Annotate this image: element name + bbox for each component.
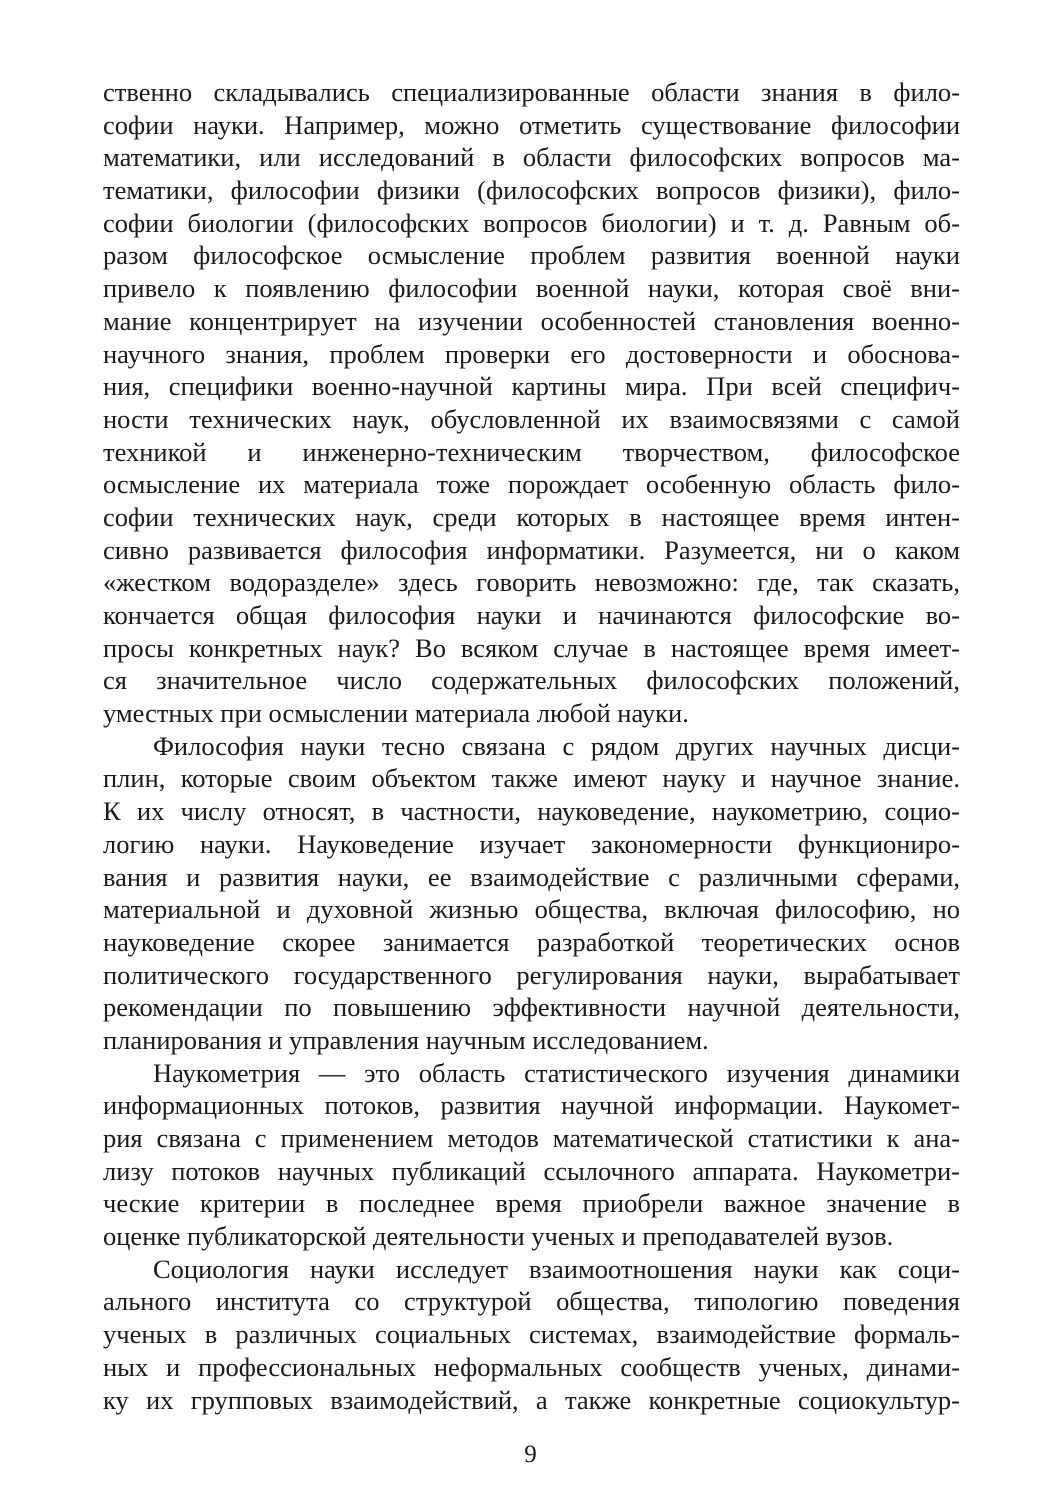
text-line: ности технических наук, обусловленной их взаимосвязями с самой (103, 403, 960, 434)
text-line: сивно развивается философия информатики. Разумеется, ни о каком (103, 534, 960, 565)
text-line: ку их групповых взаимодействий, а также конкретные социокультур- (103, 1384, 960, 1415)
text-line: ческие критерии в последнее время приобрели важное значение в (103, 1188, 960, 1219)
text-line: Социология науки исследует взаимоотношения науки как соци- (153, 1253, 960, 1284)
text-line: Философия науки тесно связана с рядом других научных дисци- (153, 730, 960, 761)
text-line: ученых в различных социальных системах, взаимодействие формаль- (103, 1319, 960, 1350)
text-line: софии биологии (философских вопросов биологии) и т. д. Равным об- (103, 207, 960, 238)
text-line: оценке публикаторской деятельности ученых и преподавателей вузов. (103, 1221, 894, 1252)
text-line: привело к появлению философии военной науки, которая своё вни- (103, 273, 960, 304)
text-line: ального института со структурой общества, типологию поведения (103, 1286, 960, 1317)
text-line: научного знания, проблем проверки его достоверности и обоснова- (103, 338, 960, 369)
text-line: ственно складывались специализированные области знания в фило- (103, 77, 960, 107)
text-line: вания и развития науки, ее взаимодействие с различными сферами, (103, 861, 960, 892)
text-line: Наукометрия — это область статистического изучения динамики (153, 1057, 960, 1088)
text-line: информационных потоков, развития научной информации. Наукомет- (103, 1090, 960, 1121)
text-line: лизу потоков научных публикаций ссылочного аппарата. Наукометри- (103, 1155, 960, 1186)
page-body (103, 76, 960, 1416)
text-line: материальной и духовной жизнью общества, включая философию, но (103, 894, 960, 925)
text-line: ся значительное число содержательных философских положений, (103, 665, 960, 696)
text-line: тематики, философии физики (философских вопросов физики), фило- (103, 175, 960, 206)
text-line: плин, которые своим объектом также имеют науку и научное знание. (103, 763, 960, 794)
text-line: политического государственного регулирования науки, вырабатывает (103, 959, 960, 990)
text-line: планирования и управления научным исследованием. (103, 1024, 709, 1055)
text-line: математики, или исследований в области философских вопросов ма- (103, 142, 960, 173)
text-line: разом философское осмысление проблем развития военной науки (103, 240, 960, 271)
text-line: логию науки. Науковедение изучает закономерности функциониро- (103, 828, 960, 859)
text-line: осмысление их материала тоже порождает особенную область фило- (103, 469, 960, 500)
text-line: ния, специфики военно-научной картины мира. При всей специфич- (103, 371, 960, 402)
text-line: науковедение скорее занимается разработкой теоретических основ (103, 926, 960, 957)
page-number: 9 (524, 1441, 537, 1468)
text-line: «жестком водоразделе» здесь говорить невозможно: где, так сказать, (103, 567, 960, 598)
text-line: ных и профессиональных неформальных сообществ ученых, динами- (103, 1351, 960, 1382)
text-line: софии науки. Например, можно отметить существование философии (103, 109, 960, 140)
text-line: техникой и инженерно-техническим творчеством, философское (103, 436, 960, 467)
text-line: уместных при осмыслении материала любой науки. (103, 698, 689, 729)
text-line: просы конкретных наук? Во всяком случае в настоящее время имеет- (103, 632, 960, 663)
text-line: рекомендации по повышению эффективности научной деятельности, (103, 992, 960, 1023)
text-line: софии технических наук, среди которых в настоящее время интен- (103, 501, 960, 532)
text-line: кончается общая философия науки и начинаются философские во- (103, 600, 960, 630)
text-line: К их числу относят, в частности, науковедение, наукометрию, социо- (103, 796, 960, 827)
text-line: рия связана с применением методов математической статистики к ана- (103, 1123, 960, 1153)
text-line: мание концентрирует на изучении особенностей становления военно- (103, 305, 960, 336)
